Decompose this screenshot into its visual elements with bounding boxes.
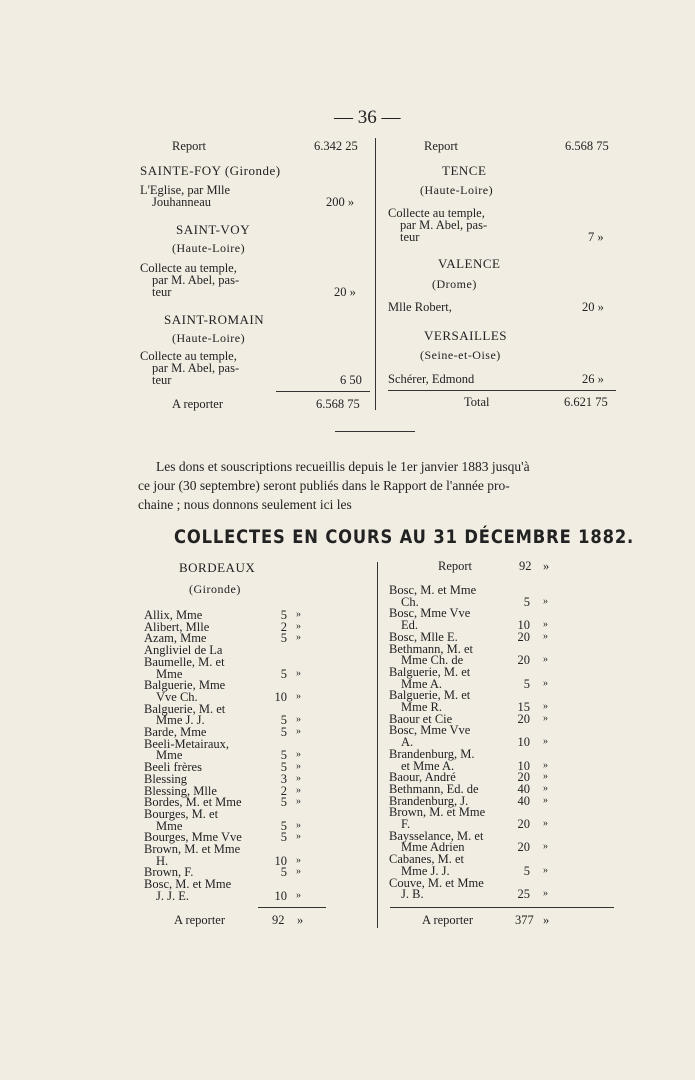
location-heading: TENCE	[442, 163, 487, 178]
donor-unit: »	[543, 782, 548, 794]
donor-unit: »	[543, 864, 548, 876]
location-heading: SAINTE-FOY (Gironde)	[140, 163, 281, 178]
donor-amount: 10	[517, 758, 530, 773]
entry-amount: 6 50	[340, 373, 362, 387]
entry-text: par M. Abel, pas-	[152, 361, 240, 375]
donor-amount: 10	[274, 888, 287, 903]
donor-unit: »	[543, 712, 548, 724]
carry-label: A reporter	[174, 913, 226, 927]
donor-name: Blessing, Mlle	[144, 783, 217, 798]
page-number: — 36 —	[334, 107, 401, 128]
donor-amount: 25	[517, 887, 530, 902]
donor-unit: »	[543, 654, 548, 666]
donor-unit: »	[296, 796, 301, 808]
location-subheading: (Gironde)	[189, 582, 241, 596]
entry-text: par M. Abel, pas-	[152, 273, 240, 287]
donor-name: Mme Adrien	[401, 840, 465, 855]
entry-text: L'Eglise, par Mlle	[140, 183, 231, 197]
total-amount: 6.621 75	[564, 395, 608, 409]
donor-name: Brown, F.	[144, 865, 194, 880]
carry-label: A reporter	[172, 397, 224, 411]
donor-name: Mme J. J.	[156, 713, 205, 728]
donor-unit: »	[296, 726, 301, 737]
donor-name: Vve Ch.	[156, 689, 198, 704]
donor-unit: »	[296, 609, 301, 620]
donor-unit: »	[543, 759, 548, 771]
donor-amount: 10	[274, 853, 287, 868]
donor-unit: »	[296, 620, 301, 632]
carry-amount: 377	[515, 913, 534, 927]
carry-amount: 92	[272, 913, 285, 927]
donor-name: et Mme A.	[401, 758, 455, 773]
carry-amount: 6.568 75	[316, 397, 360, 411]
donor-amount: 5	[280, 818, 287, 833]
donor-unit: »	[296, 854, 301, 866]
donor-name: Mme	[156, 748, 183, 763]
donor-name: A.	[401, 735, 414, 750]
entry-text: teur	[400, 230, 420, 244]
donor-name: Brandenburg, M.	[389, 746, 475, 761]
donor-unit: »	[296, 819, 301, 831]
donor-name: Brown, M. et Mme	[144, 842, 241, 856]
donor-amount: 10	[274, 689, 287, 704]
donor-unit: »	[296, 772, 301, 784]
donor-unit: »	[543, 794, 548, 806]
donor-unit: »	[296, 749, 301, 761]
donor-unit: »	[296, 761, 301, 773]
donor-unit: »	[543, 771, 548, 783]
location-subheading: (Drome)	[432, 277, 477, 291]
donor-name: Bosc, Mme Vve	[389, 606, 471, 621]
donor-amount: 5	[280, 760, 287, 775]
donor-name: Barde, Mme	[144, 725, 207, 739]
donor-name: Beeli frères	[144, 760, 202, 775]
donor-name: J. B.	[401, 887, 424, 902]
donor-name: Balguerie, Mme	[144, 678, 226, 693]
donor-name: Balguerie, M. et	[144, 701, 226, 716]
donor-amount: 5	[280, 666, 287, 681]
location-subheading: (Haute-Loire)	[420, 183, 494, 197]
donor-amount: 20	[517, 653, 530, 668]
donor-name: Bosc, M. et Mme	[389, 583, 477, 597]
donor-unit: »	[296, 889, 301, 901]
donor-name: Bethmann, Ed. de	[389, 781, 479, 796]
donor-amount: 5	[280, 865, 287, 880]
donor-name: H.	[156, 853, 169, 868]
location-subheading: (Haute-Loire)	[172, 331, 246, 345]
column-divider	[377, 562, 378, 928]
location-heading: VERSAILLES	[424, 328, 507, 343]
donor-amount: 3	[280, 771, 287, 786]
entry-text: Schérer, Edmond	[388, 372, 475, 386]
donor-name: Baour et Cie	[389, 711, 453, 726]
total-label: Total	[464, 395, 490, 409]
donor-name: Bourges, M. et	[144, 806, 219, 821]
entry-amount: 7 »	[588, 230, 604, 244]
column-divider	[375, 138, 376, 410]
donor-amount: 5	[280, 608, 287, 622]
donor-name: Brown, M. et Mme	[389, 805, 486, 820]
donor-unit: »	[296, 690, 301, 702]
donor-amount: 10	[517, 618, 530, 633]
entry-text: teur	[152, 285, 172, 299]
donor-unit: »	[543, 701, 548, 712]
donor-name: Allix, Mme	[144, 608, 203, 622]
donor-name: Bosc, Mlle E.	[389, 629, 458, 644]
donor-name: Baour, André	[389, 770, 456, 785]
donor-unit: »	[543, 677, 548, 689]
donor-unit: »	[543, 841, 548, 853]
entry-text: Mlle Robert,	[388, 300, 452, 314]
entry-amount: 20 »	[334, 285, 356, 299]
location-heading: VALENCE	[438, 256, 501, 271]
donor-name: Couve, M. et Mme	[389, 875, 484, 890]
entry-text: Collecte au temple,	[140, 261, 237, 275]
donor-name: Blessing	[144, 771, 188, 786]
donor-unit: »	[296, 831, 301, 843]
carry-unit: »	[297, 913, 304, 927]
donor-amount: 5	[523, 594, 530, 609]
report-unit: »	[543, 559, 550, 573]
donor-unit: »	[543, 630, 548, 642]
entry-amount: 26 »	[582, 372, 604, 386]
separator-rule	[335, 431, 415, 432]
location-subheading: (Haute-Loire)	[172, 241, 246, 255]
sum-rule	[258, 907, 326, 908]
sum-rule	[388, 390, 616, 391]
donor-name: Balguerie, M. et	[389, 664, 471, 679]
report-amount: 92	[519, 559, 532, 573]
donor-name: Brandenburg, J.	[389, 793, 469, 808]
report-label: Report	[438, 559, 473, 573]
report-label: Report	[172, 139, 207, 153]
donor-amount: 20	[517, 770, 530, 785]
donor-unit: »	[543, 619, 548, 631]
donor-name: Baumelle, M. et	[144, 654, 225, 669]
donor-name: Ch.	[401, 594, 419, 609]
donor-amount: 5	[280, 830, 287, 845]
entry-amount: 200 »	[326, 195, 355, 209]
donor-unit: »	[543, 818, 548, 829]
donor-amount: 20	[517, 840, 530, 855]
donor-amount: 20	[517, 817, 530, 831]
carry-unit: »	[543, 913, 550, 927]
donor-amount: 40	[517, 781, 530, 796]
entry-text: par M. Abel, pas-	[400, 218, 488, 232]
donor-amount: 5	[523, 863, 530, 878]
donor-name: Mme	[156, 666, 183, 681]
donor-amount: 5	[280, 713, 287, 728]
donor-amount: 5	[280, 631, 287, 646]
section-title: COLLECTES EN COURS AU 31 DÉCEMBRE 1882.	[174, 526, 635, 548]
donor-unit: »	[543, 888, 548, 900]
donor-unit: »	[296, 784, 301, 796]
donor-name: Mme A.	[401, 676, 442, 691]
donor-name: Bethmann, M. et	[389, 641, 474, 656]
donor-amount: 5	[523, 676, 530, 691]
donor-name: Balguerie, M. et	[389, 688, 471, 703]
donor-name: Alibert, Mlle	[144, 619, 210, 634]
donor-name: Mme R.	[401, 700, 442, 714]
donor-name: J. J. E.	[156, 888, 189, 903]
donor-amount: 20	[517, 711, 530, 726]
donor-unit: »	[296, 714, 301, 726]
donor-amount: 5	[280, 748, 287, 763]
location-subheading: (Seine-et-Oise)	[420, 348, 501, 362]
sum-rule	[276, 391, 370, 392]
intro-line: Les dons et souscriptions recueillis depuis le 1er janvier 1883 jusqu'à	[156, 459, 530, 474]
sum-rule	[390, 907, 614, 908]
donor-name: Mme Ch. de	[401, 653, 464, 668]
donor-unit: »	[543, 736, 548, 748]
donor-unit: »	[296, 632, 301, 644]
donor-amount: 2	[280, 783, 287, 798]
donor-unit: »	[296, 866, 301, 878]
intro-line: chaine ; nous donnons seulement ici les	[138, 497, 352, 512]
entry-text: teur	[152, 373, 172, 387]
report-amount: 6.568 75	[565, 139, 609, 153]
entry-text: Collecte au temple,	[140, 349, 237, 363]
entry-text: Collecte au temple,	[388, 206, 485, 220]
carry-label: A reporter	[422, 913, 474, 927]
donor-name: Ed.	[401, 618, 419, 633]
donor-amount: 5	[280, 725, 287, 739]
donor-unit: »	[296, 667, 301, 679]
location-heading: SAINT-VOY	[176, 222, 251, 237]
report-label: Report	[424, 139, 459, 153]
donor-amount: 40	[517, 793, 530, 808]
entry-text: Jouhanneau	[152, 195, 212, 209]
report-amount: 6.342 25	[314, 139, 358, 153]
donor-name: Cabanes, M. et	[389, 852, 464, 867]
location-heading: SAINT-ROMAIN	[164, 312, 265, 327]
donor-amount: 10	[517, 735, 530, 750]
donor-name: Angliviel de La	[144, 643, 223, 658]
entry-amount: 20 »	[582, 300, 604, 314]
donor-amount: 20	[517, 629, 530, 644]
donor-amount: 5	[280, 795, 287, 810]
donor-unit: »	[543, 595, 548, 607]
donor-name: Bosc, M. et Mme	[144, 877, 232, 892]
donor-amount: 15	[517, 700, 530, 714]
donor-name: Bourges, Mme Vve	[144, 830, 242, 845]
donor-amount: 2	[280, 619, 287, 634]
donor-name: Mme	[156, 818, 183, 833]
donor-name: Azam, Mme	[144, 631, 207, 646]
donor-name: Bosc, Mme Vve	[389, 723, 471, 738]
intro-line: ce jour (30 septembre) seront publiés dans le Rapport de l'année pro-	[138, 478, 510, 493]
donor-name: Mme J. J.	[401, 863, 450, 878]
donor-name: Bordes, M. et Mme	[144, 795, 242, 810]
location-heading: BORDEAUX	[179, 560, 256, 575]
donor-name: Baysselance, M. et	[389, 828, 484, 843]
donor-name: F.	[401, 817, 411, 831]
donor-name: Beeli-Metairaux,	[144, 736, 230, 751]
